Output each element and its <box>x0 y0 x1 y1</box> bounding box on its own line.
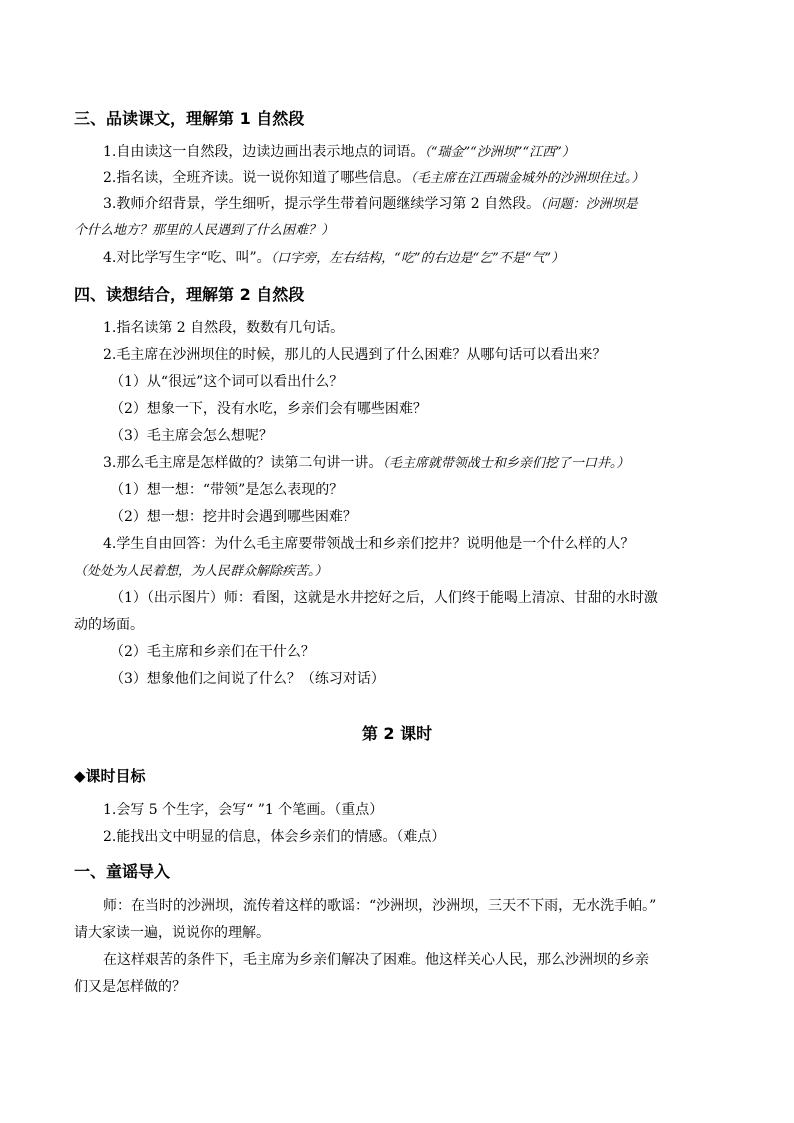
section3-line4 <box>103 248 564 269</box>
section3-line3 <box>103 194 638 215</box>
lesson2-para2b: 们又是怎样做的？ <box>74 979 186 995</box>
section3-line3-text: 3.教师介绍背景，学生细听，提示学生带着问题继续学习第 2 自然段。 <box>103 196 541 212</box>
section4-line2-sub3: （3）毛主席会怎么想呢？ <box>110 428 273 444</box>
section4-line2-sub1: （1）从“很远”这个词可以看出什么？ <box>110 374 344 390</box>
section4-heading: 四、读想结合，理解第 2 自然段 <box>74 285 305 304</box>
section4-line3 <box>103 453 629 474</box>
section3-line2 <box>103 168 644 189</box>
section3-line1 <box>103 142 575 163</box>
lesson2-goal-heading: ◆课时目标 <box>74 767 146 785</box>
lesson2-goal2: 2.能找出文中明显的信息，体会乡亲们的情感。（难点） <box>103 829 446 845</box>
section4-line2-sub2: （2）想象一下，没有水吃，乡亲们会有哪些困难？ <box>110 401 427 417</box>
section4-line2: 2.毛主席在沙洲坝住的时候，那儿的人民遇到了什么困难？从哪句话可以看出来？ <box>103 347 607 363</box>
section4-line4-sub1b: 动的场面。 <box>74 617 144 633</box>
section3-line1-note: （“瑞金”“沙洲坝”“江西”） <box>424 145 575 160</box>
section3-line2-text: 2.指名读，全班齐读。说一说你知道了哪些信息。 <box>103 170 411 186</box>
section4-line3-sub2: （2）想一想：挖井时会遇到哪些困难？ <box>110 509 357 525</box>
section4-line4-note <box>74 561 328 582</box>
section3-line3-note-b: 个什么地方？那里的人民遇到了什么困难？） <box>74 223 335 238</box>
lesson2-para1a: 师：在当时的沙洲坝，流传着这样的歌谣：“沙洲坝，沙洲坝，三天不下雨，无水洗手帕。” <box>103 898 657 914</box>
section3-line4-note: （口字旁，左右结构，“吃”的右边是“乞”不是“气”） <box>270 251 565 266</box>
section4-line3-sub1: （1）想一想：“带领”是怎么表现的？ <box>110 482 344 498</box>
section4-line4: 4.学生自由回答：为什么毛主席要带领战士和乡亲们挖井？说明他是一个什么样的人？ <box>103 536 635 552</box>
lesson2-para1b: 请大家读一遍，说说你的理解。 <box>74 925 270 941</box>
section3-line3-note-a: （问题：沙洲坝是 <box>540 197 638 212</box>
section4-line4-sub2: （2）毛主席和乡亲们在干什么？ <box>110 644 315 660</box>
lesson2-title: 第 2 课时 <box>361 724 433 743</box>
section4-line3-text: 3.那么毛主席是怎样做的？读第二句讲一讲。 <box>103 455 383 471</box>
section3-line4-text: 4.对比学写生字“吃、叫”。 <box>103 250 271 266</box>
lesson2-goal1: 1.会写 5 个生字，会写“ ”1 个笔画。（重点） <box>103 802 384 818</box>
section4-line3-note: （毛主席就带领战士和乡亲们挖了一口井。） <box>382 456 630 471</box>
lesson2-section1-heading: 一、童谣导入 <box>74 862 171 881</box>
section3-line1-text: 1.自由读这一自然段，边读边画出表示地点的词语。 <box>103 144 425 160</box>
section3-line3-cont <box>74 220 334 241</box>
section4-line4-sub1a: （1）（出示图片）师：看图，这就是水井挖好之后，人们终于能喝上清凉、甘甜的水时激 <box>110 590 658 606</box>
lesson2-para2a: 在这样艰苦的条件下，毛主席为乡亲们解决了困难。他这样关心人民，那么沙洲坝的乡亲 <box>103 952 649 968</box>
section4-line4-sub3: （3）想象他们之间说了什么？（练习对话） <box>110 671 385 687</box>
section4-line4-note-text: （处处为人民着想，为人民群众解除疾苦。） <box>74 564 328 579</box>
section3-line2-note: （毛主席在江西瑞金城外的沙洲坝住过。） <box>410 171 645 186</box>
section3-heading: 三、品读课文，理解第 1 自然段 <box>74 109 305 128</box>
section4-line1: 1.指名读第 2 自然段，数数有几句话。 <box>103 320 345 336</box>
